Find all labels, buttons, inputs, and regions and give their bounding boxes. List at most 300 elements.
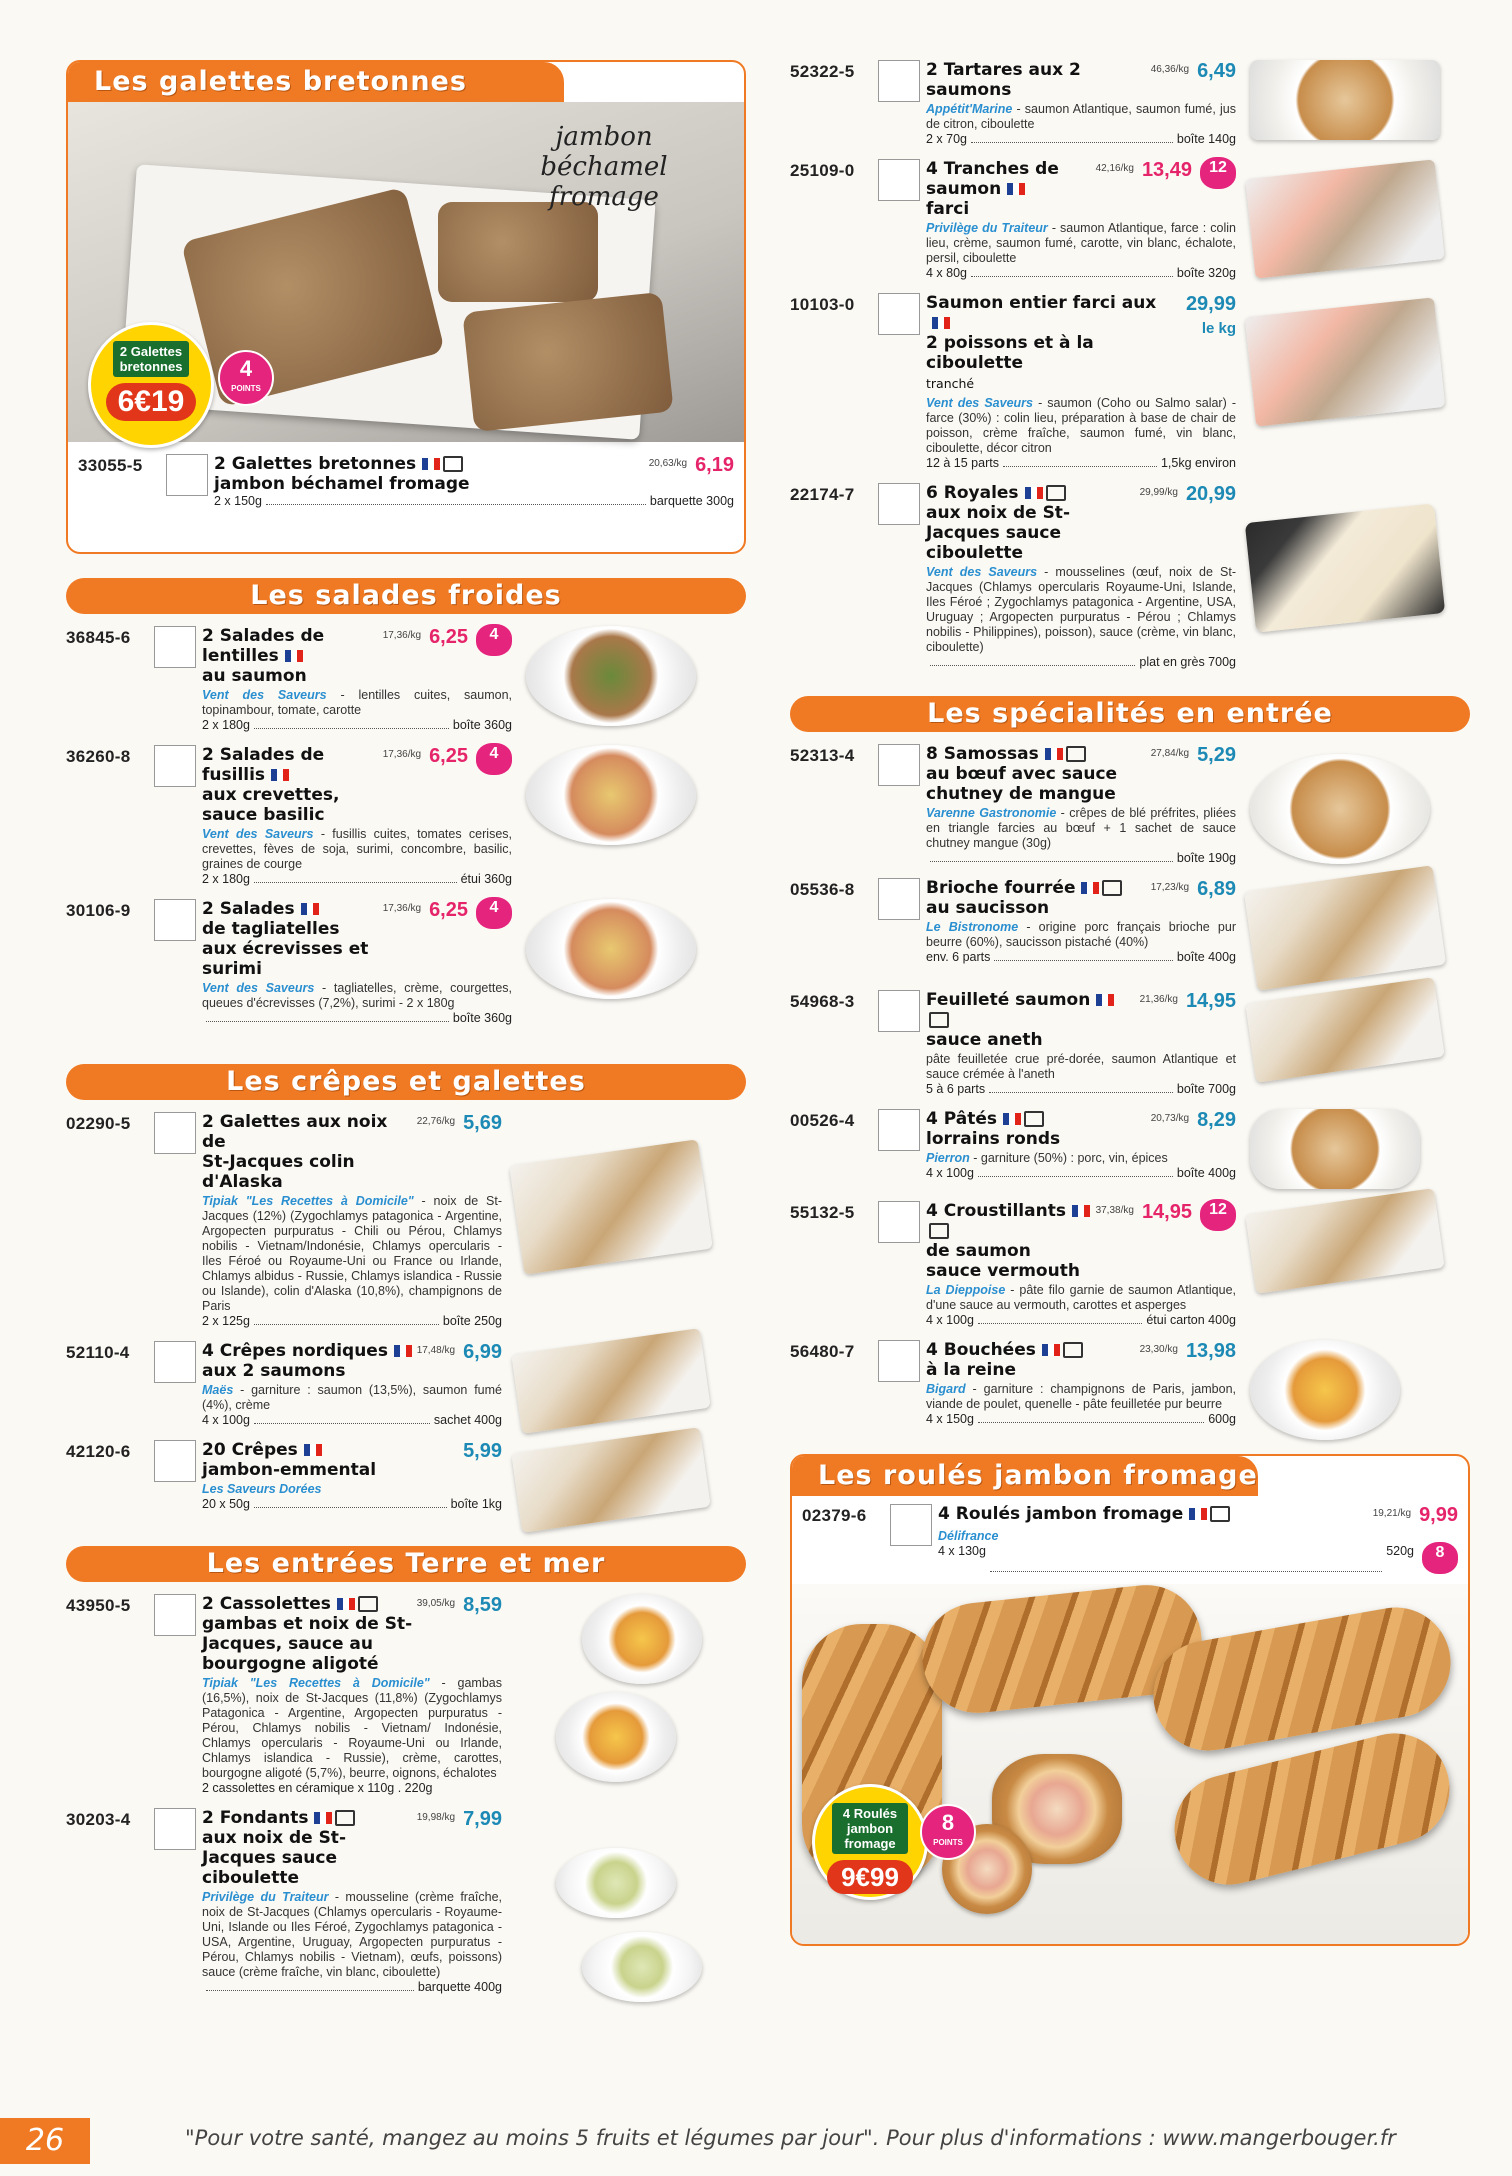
product-price: 5,29 xyxy=(1197,744,1236,766)
format-qty: 20 x 50g xyxy=(202,1497,250,1511)
product-price: 6,25 xyxy=(429,899,468,921)
france-flag-icon xyxy=(422,458,440,470)
order-checkbox[interactable] xyxy=(878,1201,920,1243)
health-slogan: "Pour votre santé, mangez au moins 5 fruits et légumes par jour". Pour plus d'informations : www.mangerbouger.fr xyxy=(185,2126,1396,2150)
product-item xyxy=(790,159,1470,281)
france-flag-icon xyxy=(304,1444,322,1456)
format-pack: étui 360g xyxy=(460,872,512,886)
galettes-section xyxy=(66,60,746,554)
product-brand: Tipiak "Les Recettes à Domicile" xyxy=(202,1676,430,1690)
format-pack: boîte 360g xyxy=(452,1011,512,1025)
product-format xyxy=(202,1011,512,1026)
product-title: 6 Royales xyxy=(926,483,1019,503)
price-per-kg: 42,16/kg xyxy=(1095,163,1134,174)
roules-photo xyxy=(792,1584,1468,1944)
france-flag-icon xyxy=(301,903,319,915)
order-checkbox[interactable] xyxy=(154,1594,196,1636)
product-format xyxy=(926,950,1236,965)
product-description: - mousselines (œuf, noix de St-Jacques (Chlamys opercularis Royaume-Uni, Islande, Iles Féroé ; Zygochlamys patagonica - Argentine, USA, Uruguay ; Argopecten purpuratus - Pérou ; Chlamys nobilis - Philippines), poisson), sauce (crème, vin blanc, ciboulette) xyxy=(926,565,1236,654)
product-item xyxy=(790,744,1470,866)
price-per-kg: 17,48/kg xyxy=(416,1345,456,1356)
france-flag-icon xyxy=(1045,748,1063,760)
points-value: 4 xyxy=(239,356,253,381)
product-code: 36845-6 xyxy=(66,628,131,647)
product-brand: Bigard xyxy=(926,1382,966,1396)
product-title: 2 Fondants xyxy=(202,1808,309,1828)
product-image xyxy=(511,1328,710,1434)
product-item xyxy=(66,626,746,733)
price-per-kg: 21,36/kg xyxy=(1139,994,1178,1005)
product-price: 20,99 xyxy=(1185,483,1236,505)
product-format xyxy=(926,1082,1236,1097)
format-pack: sachet 400g xyxy=(433,1413,502,1427)
points-value: 8 xyxy=(1435,1544,1445,1561)
product-brand: Varenne Gastronomie xyxy=(926,806,1057,820)
order-checkbox[interactable] xyxy=(878,293,920,335)
product-image xyxy=(511,1427,710,1533)
order-checkbox[interactable] xyxy=(878,744,920,786)
product-brand: Pierron xyxy=(926,1151,970,1165)
product-subtitle: à la reine xyxy=(926,1360,1016,1380)
format-pack: barquette 400g xyxy=(417,1980,502,1994)
france-flag-icon xyxy=(1025,487,1043,499)
badge-label: 4 Roulés jambon fromage xyxy=(832,1803,908,1854)
product-code: 30106-9 xyxy=(66,901,131,920)
product-item xyxy=(66,745,746,887)
product-description: - garniture (50%) : porc, vin, épices xyxy=(969,1151,1168,1165)
product-subtitle: jambon béchamel fromage xyxy=(214,474,470,494)
product-image xyxy=(582,1932,702,2002)
order-checkbox[interactable] xyxy=(154,1808,196,1850)
product-price: 6,89 xyxy=(1197,878,1236,900)
price-per-kg: 37,38/kg xyxy=(1095,1205,1134,1216)
france-flag-icon xyxy=(1189,1508,1207,1520)
left-column xyxy=(66,60,746,2014)
order-checkbox[interactable] xyxy=(878,990,920,1032)
galettes-photo xyxy=(68,102,744,442)
product-description: - tagliatelles, crème, courgettes, queues d'écrevisses (7,2%), surimi - 2 x 180g xyxy=(202,981,512,1010)
product-subtitle: au saumon xyxy=(202,666,307,686)
france-flag-icon xyxy=(1007,183,1025,195)
product-brand: Vent des Saveurs xyxy=(202,827,314,841)
price-per-kg: 27,84/kg xyxy=(1150,748,1190,759)
product-brand: La Dieppoise xyxy=(926,1283,1006,1297)
points-value: 8 xyxy=(941,1810,955,1835)
points-value: 12 xyxy=(1209,1201,1227,1218)
product-image xyxy=(526,899,696,999)
package-icon xyxy=(358,1596,378,1612)
product-code: 36260-8 xyxy=(66,747,131,766)
points-badge xyxy=(476,743,512,775)
france-flag-icon xyxy=(1096,994,1114,1006)
product-item xyxy=(790,1340,1470,1440)
points-badge xyxy=(476,897,512,929)
product-title: 2 Salades de lentilles xyxy=(202,626,325,666)
product-item xyxy=(66,1112,746,1329)
product-code: 52322-5 xyxy=(790,62,855,81)
order-checkbox[interactable] xyxy=(878,878,920,920)
product-item xyxy=(66,1341,746,1428)
product-item xyxy=(790,293,1470,471)
product-title: 4 Croustillants xyxy=(926,1201,1066,1221)
product-brand: Délifrance xyxy=(938,1529,999,1543)
product-format xyxy=(202,1413,502,1428)
product-item xyxy=(66,1440,746,1520)
product-subtitle: de tagliatelles aux écrevisses et surimi xyxy=(202,919,369,979)
package-icon xyxy=(1210,1506,1230,1522)
product-format xyxy=(926,266,1236,281)
points-badge xyxy=(218,350,274,406)
product-image xyxy=(556,1848,676,1918)
product-description: - saumon (Coho ou Salmo salar) - farce (30%) : colin lieu, préparation à base de chair de poisson, crème fraîche, saumon fumé, vin blanc, ciboulette, décor citron xyxy=(926,396,1236,455)
crepes-header: Les crêpes et galettes xyxy=(66,1064,746,1100)
format-qty: env. 6 parts xyxy=(926,950,991,964)
points-value: 4 xyxy=(489,626,499,643)
france-flag-icon xyxy=(1042,1344,1060,1356)
product-price: 7,99 xyxy=(463,1808,502,1830)
product-image xyxy=(1250,1109,1420,1189)
product-description: - garniture : champignons de Paris, jambon, viande de poulet, quenelle - pâte feuilletée pur beurre xyxy=(926,1382,1236,1411)
product-code: 02290-5 xyxy=(66,1114,131,1133)
format-qty: 12 à 15 parts xyxy=(926,456,999,470)
product-subtitle: de saumon sauce vermouth xyxy=(926,1241,1080,1281)
product-title: 2 Tartares aux 2 saumons xyxy=(926,60,1081,100)
product-format xyxy=(926,851,1236,866)
price-per-kg: 17,36/kg xyxy=(382,903,422,914)
promo-badge xyxy=(88,322,214,448)
points-value: 12 xyxy=(1209,159,1227,176)
product-code: 25109-0 xyxy=(790,161,855,180)
product-image xyxy=(509,1139,712,1274)
format-pack: boîte 140g xyxy=(1176,132,1236,146)
format-qty: 2 x 70g xyxy=(926,132,968,146)
product-brand: Tipiak "Les Recettes à Domicile" xyxy=(202,1194,414,1208)
format-pack: boîte 320g xyxy=(1176,266,1236,280)
order-checkbox[interactable] xyxy=(154,745,196,787)
product-title: 2 Cassolettes xyxy=(202,1594,331,1614)
product-subtitle: 2 poissons et à la ciboulette xyxy=(926,333,1094,373)
product-item xyxy=(790,483,1470,670)
product-description: - pâte filo garnie de saumon Atlantique, d'une sauce au vermouth, carottes et asperges xyxy=(926,1283,1236,1312)
product-subtitle: farci xyxy=(926,199,970,219)
points-badge xyxy=(476,624,512,656)
order-checkbox[interactable] xyxy=(166,454,208,496)
format-qty: 4 x 80g xyxy=(926,266,968,280)
product-code: 55132-5 xyxy=(790,1203,855,1222)
product-format xyxy=(202,1497,502,1512)
price-per-kg: 17,36/kg xyxy=(382,749,422,760)
price-per-kg: 19,21/kg xyxy=(1372,1508,1412,1519)
format-pack: boîte 400g xyxy=(1176,950,1236,964)
product-subtitle: St-Jacques colin d'Alaska xyxy=(202,1152,355,1192)
right-column xyxy=(790,60,1470,1946)
product-brand: Appétit'Marine xyxy=(926,102,1013,116)
product-price: 6,49 xyxy=(1197,60,1236,82)
price-per-kg: 19,98/kg xyxy=(416,1812,456,1823)
product-description: - mousseline (crème fraîche, noix de St-Jacques (Chlamys opercularis - Royaume-Uni, Islande ou Iles Féroé, Zygochlamys patagonica - USA, Argentine, Uruguay, Argopecten purpuratus - Pérou, Chlamys nobilis - Vietnam), œufs, poissons) sauce (crème fraîche, vin blanc, ciboulette) xyxy=(202,1890,502,1979)
package-icon xyxy=(335,1810,355,1826)
format-qty: 2 x 180g xyxy=(202,872,250,886)
france-flag-icon xyxy=(285,650,303,662)
badge-label: 2 Galettes bretonnes xyxy=(113,341,189,377)
format-qty: 2 x 180g xyxy=(202,718,250,732)
product-code: 00526-4 xyxy=(790,1111,855,1130)
order-checkbox[interactable] xyxy=(154,1112,196,1154)
product-title: 20 Crêpes xyxy=(202,1440,298,1460)
product-brand: Vent des Saveurs xyxy=(202,688,327,702)
product-title: 2 Galettes aux noix de xyxy=(202,1112,388,1152)
product-image xyxy=(582,1594,702,1684)
format-qty: 2 cassolettes en céramique x 110g . 220g xyxy=(202,1781,433,1795)
product-image xyxy=(1245,297,1445,426)
page-footer xyxy=(0,2118,1512,2164)
roules-header: Les roulés jambon fromage xyxy=(792,1456,1258,1496)
page-number: 26 xyxy=(0,2118,90,2164)
product-item xyxy=(66,1594,746,1796)
price-unit: le kg xyxy=(1201,320,1236,337)
order-checkbox[interactable] xyxy=(154,899,196,941)
points-badge xyxy=(920,1804,976,1860)
package-icon xyxy=(1046,485,1066,501)
product-title: 8 Samossas xyxy=(926,744,1039,764)
product-format xyxy=(202,1980,502,1995)
product-subtitle: lorrains ronds xyxy=(926,1129,1061,1149)
product-code: 54968-3 xyxy=(790,992,855,1011)
product-price: 6,25 xyxy=(429,745,468,767)
order-checkbox[interactable] xyxy=(878,1109,920,1151)
price-per-kg: 46,36/kg xyxy=(1150,64,1190,75)
france-flag-icon xyxy=(1072,1205,1090,1217)
price-per-kg: 17,36/kg xyxy=(382,630,422,641)
product-title: 2 Salades de fusillis xyxy=(202,745,325,785)
product-code: 52110-4 xyxy=(66,1343,130,1362)
promo-badge xyxy=(812,1784,928,1900)
product-subtitle: au saucisson xyxy=(926,898,1050,918)
format-pack: 600g xyxy=(1208,1412,1236,1426)
points-label: POINTS xyxy=(933,1838,963,1847)
product-description: - origine porc français brioche pur beurre (60%), saucisson pistaché (40%) xyxy=(926,920,1236,949)
package-icon xyxy=(929,1223,949,1239)
product-code: 52313-4 xyxy=(790,746,855,765)
product-brand: Privilège du Traiteur xyxy=(202,1890,329,1904)
order-checkbox[interactable] xyxy=(890,1504,932,1546)
product-format xyxy=(202,1781,502,1796)
format-pack: boîte 400g xyxy=(1176,1166,1236,1180)
product-title: 4 Bouchées xyxy=(926,1340,1036,1360)
specialites-header: Les spécialités en entrée xyxy=(790,696,1470,732)
product-description: - lentilles cuites, saumon, topinambour, tomate, carotte xyxy=(202,688,512,717)
format-pack: boîte 250g xyxy=(442,1314,502,1328)
france-flag-icon xyxy=(932,317,950,329)
product-subtitle: aux noix de St-Jacques sauce ciboulette xyxy=(926,503,1070,563)
product-price: 5,69 xyxy=(463,1112,502,1134)
points-label: POINTS xyxy=(231,384,261,393)
product-title: Saumon entier farci aux xyxy=(926,293,1157,313)
product-subtitle: aux crevettes, sauce basilic xyxy=(202,785,340,825)
product-format xyxy=(938,1544,1458,1576)
price-per-kg: 23,30/kg xyxy=(1139,1344,1178,1355)
product-price: 13,49 xyxy=(1141,159,1192,181)
format-pack: plat en grès 700g xyxy=(1139,655,1236,669)
product-subtitle: gambas et noix de St-Jacques, sauce au bourgogne aligoté xyxy=(202,1614,413,1674)
order-checkbox[interactable] xyxy=(878,483,920,525)
product-code: 05536-8 xyxy=(790,880,855,899)
handwritten-caption: jambon béchamel fromage xyxy=(540,122,668,212)
format-pack: 1,5kg environ xyxy=(1160,456,1236,470)
product-price: 8,59 xyxy=(463,1594,502,1616)
product-brand: Vent des Saveurs xyxy=(202,981,315,995)
salades-header: Les salades froides xyxy=(66,578,746,614)
format-qty: 4 x 150g xyxy=(926,1412,974,1426)
product-description: - gambas (16,5%), noix de St-Jacques (11,8%) (Zygochlamys Patagonica - Argentine, Argopecten purpuratus - Pérou, Chlamys nobilis - Vietnam/ Indonésie, Chlamys opercularis - Royaume-Uni ou Irlande, Chlamys islandica - Russie), crème, carottes, bourgogne aligoté (5,7%), beurre, oignons, échalotes xyxy=(202,1676,502,1780)
product-description: - saumon Atlantique, saumon fumé, jus de citron, ciboulette xyxy=(926,102,1236,131)
galette-image xyxy=(462,292,673,432)
france-flag-icon xyxy=(1081,882,1099,894)
order-checkbox[interactable] xyxy=(878,60,920,102)
france-flag-icon xyxy=(1003,1113,1021,1125)
product-image xyxy=(1244,865,1446,990)
price-per-kg: 20,63/kg xyxy=(648,458,688,469)
product-image xyxy=(526,745,696,845)
france-flag-icon xyxy=(314,1812,332,1824)
product-code: 22174-7 xyxy=(790,485,855,504)
france-flag-icon xyxy=(337,1598,355,1610)
product-price: 9,99 xyxy=(1419,1504,1458,1526)
points-value: 4 xyxy=(489,899,499,916)
product-subtitle: aux 2 saumons xyxy=(202,1361,346,1381)
galettes-header: Les galettes bretonnes xyxy=(68,62,564,102)
format-pack: étui carton 400g xyxy=(1146,1313,1236,1327)
product-item xyxy=(802,1504,1458,1576)
product-format xyxy=(926,456,1236,471)
product-format xyxy=(926,132,1236,147)
product-note: tranché xyxy=(926,376,975,391)
product-image xyxy=(1245,1188,1444,1294)
product-format xyxy=(202,1314,502,1329)
product-price: 5,99 xyxy=(463,1440,502,1462)
product-brand: Le Bistronome xyxy=(926,920,1019,934)
format-qty: 5 à 6 parts xyxy=(926,1082,986,1096)
format-pack: barquette 300g xyxy=(649,494,734,508)
format-qty: 2 x 150g xyxy=(214,494,262,508)
product-image xyxy=(1250,1340,1400,1440)
product-description: pâte feuilletée crue pré-dorée, saumon Atlantique et sauce crémée à l'aneth xyxy=(926,1052,1236,1081)
france-flag-icon xyxy=(394,1345,412,1357)
format-qty: 4 x 100g xyxy=(202,1413,250,1427)
format-pack: boîte 190g xyxy=(1176,851,1236,865)
package-icon xyxy=(1024,1111,1044,1127)
product-code: 43950-5 xyxy=(66,1596,131,1615)
product-brand: Maës xyxy=(202,1383,234,1397)
product-format xyxy=(926,1166,1236,1181)
product-item xyxy=(790,1201,1470,1328)
product-price: 6,19 xyxy=(695,454,734,476)
product-item xyxy=(790,878,1470,978)
format-pack: boîte 1kg xyxy=(450,1497,502,1511)
product-description: - garniture : saumon (13,5%), saumon fumé (4%), crème xyxy=(202,1383,502,1412)
order-checkbox[interactable] xyxy=(154,1440,196,1482)
product-price: 13,98 xyxy=(1185,1340,1236,1362)
points-badge xyxy=(1200,157,1236,189)
package-icon xyxy=(1102,880,1122,896)
product-code: 02379-6 xyxy=(802,1506,867,1525)
product-price: 8,29 xyxy=(1197,1109,1236,1131)
price-per-kg: 39,05/kg xyxy=(416,1598,456,1609)
format-qty: 4 x 130g xyxy=(938,1544,986,1558)
product-image xyxy=(1245,159,1444,278)
product-subtitle: au bœuf avec sauce chutney de mangue xyxy=(926,764,1118,804)
product-code: 33055-5 xyxy=(78,456,143,475)
product-item xyxy=(790,1109,1470,1189)
product-item xyxy=(66,899,746,1026)
format-pack: boîte 700g xyxy=(1176,1082,1236,1096)
product-item xyxy=(790,990,1470,1097)
format-qty: 2 x 125g xyxy=(202,1314,250,1328)
product-format xyxy=(214,494,734,509)
product-item xyxy=(66,1808,746,2002)
product-format xyxy=(202,872,512,887)
product-subtitle: jambon-emmental xyxy=(202,1460,377,1480)
product-title: 4 Crêpes nordiques xyxy=(202,1341,388,1361)
galette-image xyxy=(438,202,598,302)
product-title: 4 Pâtés xyxy=(926,1109,997,1129)
product-image xyxy=(526,626,696,726)
product-subtitle: sauce aneth xyxy=(926,1030,1043,1050)
product-image xyxy=(1245,977,1444,1083)
order-checkbox[interactable] xyxy=(154,626,196,668)
product-title: 4 Tranches de saumon xyxy=(926,159,1059,199)
price-per-kg: 29,99/kg xyxy=(1139,487,1178,498)
package-icon xyxy=(929,1012,949,1028)
product-price: 6,25 xyxy=(429,626,468,648)
order-checkbox[interactable] xyxy=(878,1340,920,1382)
package-icon xyxy=(1066,746,1086,762)
product-image xyxy=(1250,754,1430,864)
product-format xyxy=(202,718,512,733)
product-price: 14,95 xyxy=(1185,990,1236,1012)
product-subtitle: aux noix de St-Jacques sauce ciboulette xyxy=(202,1828,346,1888)
product-title: 2 Galettes bretonnes xyxy=(214,454,417,474)
price-per-kg: 17,23/kg xyxy=(1150,882,1190,893)
product-format xyxy=(926,1412,1236,1427)
points-badge xyxy=(1422,1542,1458,1574)
product-title: 4 Roulés jambon fromage xyxy=(938,1504,1184,1524)
product-format xyxy=(926,1313,1236,1328)
product-image xyxy=(1245,503,1445,632)
product-price: 29,99 xyxy=(1185,293,1236,315)
badge-price: 6€19 xyxy=(106,383,196,421)
package-icon xyxy=(443,456,463,472)
product-brand: Les Saveurs Dorées xyxy=(202,1482,322,1496)
product-item xyxy=(790,60,1470,147)
product-description: - crêpes de blé préfrites, pliées en triangle farcies au bœuf + 1 sachet de sauce chutney mangue (30g) xyxy=(926,806,1237,850)
product-title: Feuilleté saumon xyxy=(926,990,1091,1010)
order-checkbox[interactable] xyxy=(154,1341,196,1383)
product-item xyxy=(78,454,734,509)
order-checkbox[interactable] xyxy=(878,159,920,201)
product-title: 2 Salades xyxy=(202,899,295,919)
price-per-kg: 20,73/kg xyxy=(1150,1113,1190,1124)
price-per-kg: 22,76/kg xyxy=(416,1116,456,1127)
product-description: - noix de St-Jacques (12%) (Zygochlamys patagonica - Argentine, Argopecten purpuratus - Chili ou Pérou, Chlamys nobilis - Vietnam/Indonésie, Chlamys opercularis - Iles Féroé ou Royaume-Uni ou France ou Irlande, Chlamys albidus - Russie, Chlamys islandica - Russie ou Islande), colin d'Alaska (10,8%), champignons de Paris xyxy=(202,1194,502,1313)
product-code: 56480-7 xyxy=(790,1342,855,1361)
badge-price: 9€99 xyxy=(827,1860,913,1894)
product-description: - fusillis cuites, tomates cerises, crevettes, fèves de soja, surimi, concombre, basilic, graines de courge xyxy=(202,827,512,871)
product-price: 14,95 xyxy=(1141,1201,1192,1223)
product-price: 6,99 xyxy=(463,1341,502,1363)
package-icon xyxy=(1063,1342,1083,1358)
format-qty: 4 x 100g xyxy=(926,1313,974,1327)
